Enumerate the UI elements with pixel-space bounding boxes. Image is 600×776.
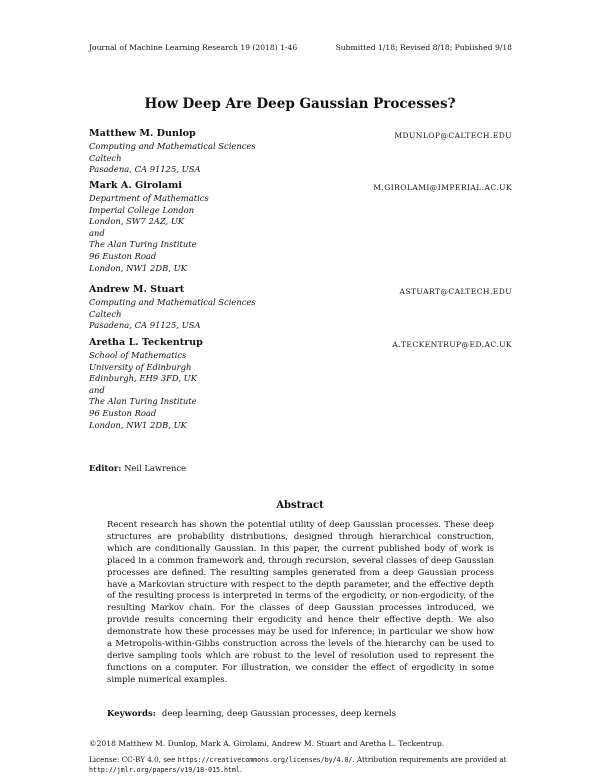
- author-email[interactable]: A.TECKENTRUP@ED.AC.UK: [392, 340, 512, 349]
- affiliation-line: School of Mathematics: [89, 350, 187, 360]
- affiliation-line: London, SW7 2AZ, UK: [89, 216, 185, 227]
- affiliation-line: Pasadena, CA 91125, USA: [89, 320, 201, 331]
- affiliation-line: Caltech: [89, 308, 122, 319]
- abstract-text: Recent research has shown the potential utility of deep Gaussian processes. These deep structures are probability distributions, designed through hierarchical construction, which are conditionally Gaussian. In this paper, the current published body of work is placed in a common framework and, through recursion, several classes of deep Gaussian processes are defined. The resulting samples generated from a deep Gaussian process have a Markovian structure with respect to the depth parameter, and the effective depth of the resulting process is interpreted in terms of the ergodicity, or non-ergodicity, of the resulting Markov chain. For the classes of deep Gaussian processes introduced, we provide results concerning their ergodicity and hence their effective depth. We also demonstrate how these processes may be used for inference; in particular we show how a Metropolis-within-Gibbs construction across the levels of the hierarchy can be used to derive sampling tools which are robust to the level of resolution used to represent the functions on a computer. For illustration, we consider the effect of ergodicity in some simple numerical examples.: [107, 520, 494, 685]
- author-name: Andrew M. Stuart: [89, 284, 185, 295]
- affiliation-line: Edinburgh, EH9 3FD, UK: [89, 373, 197, 384]
- submission-dates: Submitted 1/18; Revised 8/18; Published 9/18: [335, 43, 512, 52]
- keywords-line: [107, 709, 396, 719]
- affiliation-line: Department of Mathematics: [89, 193, 209, 203]
- affiliation-line: London, NW1 2DB, UK: [89, 419, 187, 430]
- affiliation-line: 96 Euston Road: [89, 250, 157, 261]
- license-mid: . Attribution requirements are provided at: [352, 755, 507, 764]
- author-email[interactable]: MDUNLOP@CALTECH.EDU: [394, 131, 512, 140]
- license-link[interactable]: https://creativecommons.org/licenses/by/4.0/: [177, 756, 353, 764]
- affiliation-line: Computing and Mathematical Sciences: [89, 297, 256, 307]
- editor-name: Neil Lawrence: [124, 463, 187, 473]
- license-prefix: License: CC-BY 4.0, see: [89, 755, 178, 764]
- affiliation-line: and: [89, 384, 105, 395]
- affiliation-line: Computing and Mathematical Sciences: [89, 141, 256, 151]
- copyright-notice: ©2018 Matthew M. Dunlop, Mark A. Girolami, Andrew M. Stuart and Aretha L. Teckentrup.: [89, 739, 445, 748]
- author-name: Aretha L. Teckentrup: [89, 337, 203, 348]
- affiliation-line: 96 Euston Road: [89, 407, 157, 418]
- keywords-value: deep learning, deep Gaussian processes, deep kernels: [161, 709, 396, 719]
- author-block: [89, 127, 256, 176]
- affiliation-line: London, NW1 2DB, UK: [89, 262, 187, 273]
- author-email[interactable]: M.GIROLAMI@IMPERIAL.AC.UK: [373, 183, 512, 192]
- affiliation-line: University of Edinburgh: [89, 361, 192, 372]
- author-email[interactable]: ASTUART@CALTECH.EDU: [399, 287, 512, 296]
- author-block: [89, 179, 209, 274]
- abstract-heading: Abstract: [276, 500, 324, 511]
- affiliation-line: Imperial College London: [89, 204, 195, 215]
- author-block: [89, 283, 256, 332]
- affiliation-line: and: [89, 227, 105, 238]
- affiliation-line: The Alan Turing Institute: [89, 239, 197, 250]
- editor-label: Editor:: [89, 463, 122, 473]
- keywords-label: Keywords:: [107, 709, 156, 719]
- affiliation-line: The Alan Turing Institute: [89, 396, 197, 407]
- affiliation-line: Caltech: [89, 152, 122, 163]
- paper-link[interactable]: http://jmlr.org/papers/v19/18-015.html: [89, 766, 240, 774]
- license-notice: [89, 755, 513, 775]
- author-name: Matthew M. Dunlop: [89, 128, 196, 139]
- paper-title: How Deep Are Deep Gaussian Processes?: [144, 96, 456, 112]
- author-name: Mark A. Girolami: [89, 180, 182, 191]
- journal-header: Journal of Machine Learning Research 19 (2018) 1-46: [89, 43, 298, 52]
- editor-line: [89, 463, 186, 473]
- affiliation-line: Pasadena, CA 91125, USA: [89, 164, 201, 175]
- author-block: [89, 336, 203, 431]
- license-end: .: [239, 765, 243, 774]
